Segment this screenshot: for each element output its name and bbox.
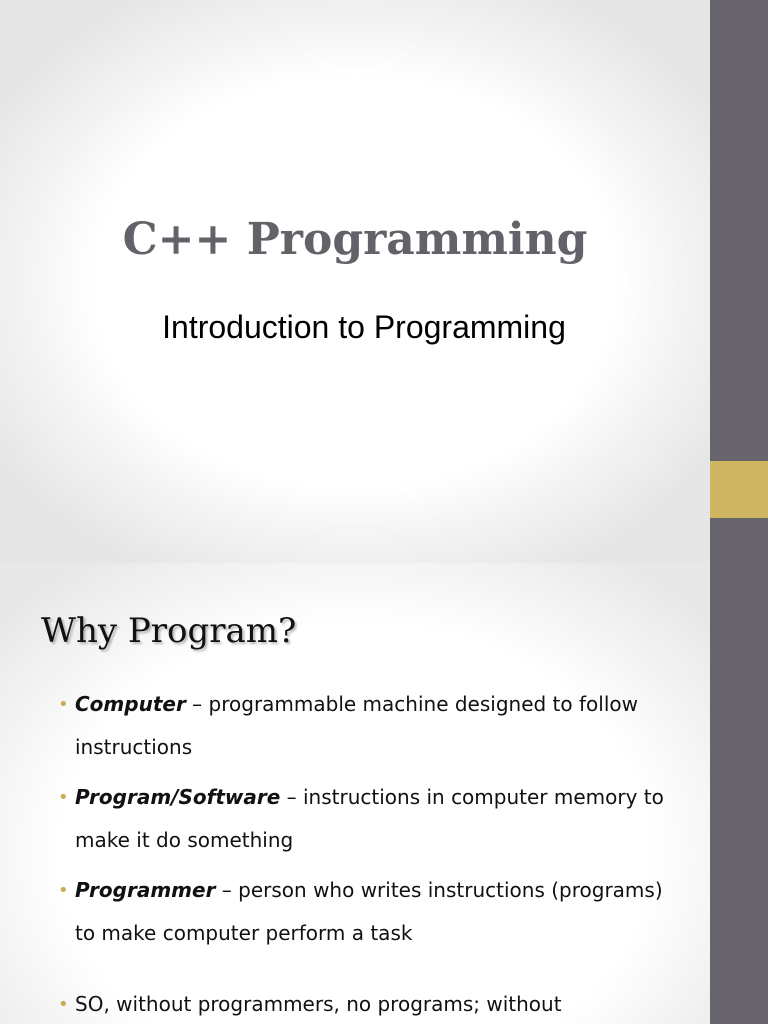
- bullet-dot-icon: •: [58, 994, 69, 1015]
- bullet-dot-icon: •: [58, 787, 69, 808]
- bullet-item-program: [58, 776, 688, 862]
- bullet-item-computer: [58, 683, 688, 769]
- slide-subtitle: Introduction to Programming: [162, 309, 566, 345]
- bullet-term: Computer: [75, 692, 186, 716]
- bullet-list: [58, 683, 688, 1024]
- bullet-dot-icon: •: [58, 694, 69, 715]
- bullet-dot-icon: •: [58, 880, 69, 901]
- bullet-term: Programmer: [75, 878, 216, 902]
- slide-title-heading: C++ Programming: [122, 214, 588, 265]
- bullet-text: – instructions in computer memory to make it do something: [75, 785, 664, 852]
- bullet-text: – programmable machine designed to follow instructions: [75, 692, 638, 759]
- slide-why-program: [0, 563, 768, 1024]
- bullet-term: Program/Software: [75, 785, 281, 809]
- bullet-text: SO, without programmers, no programs; without: [75, 992, 562, 1016]
- slide-heading: Why Program?: [41, 611, 297, 651]
- bullet-item-programmer: [58, 869, 688, 955]
- accent-block: [710, 461, 768, 518]
- bullet-item-summary: [58, 983, 688, 1024]
- bullet-text: – person who writes instructions (programs) to make computer perform a task: [75, 878, 663, 945]
